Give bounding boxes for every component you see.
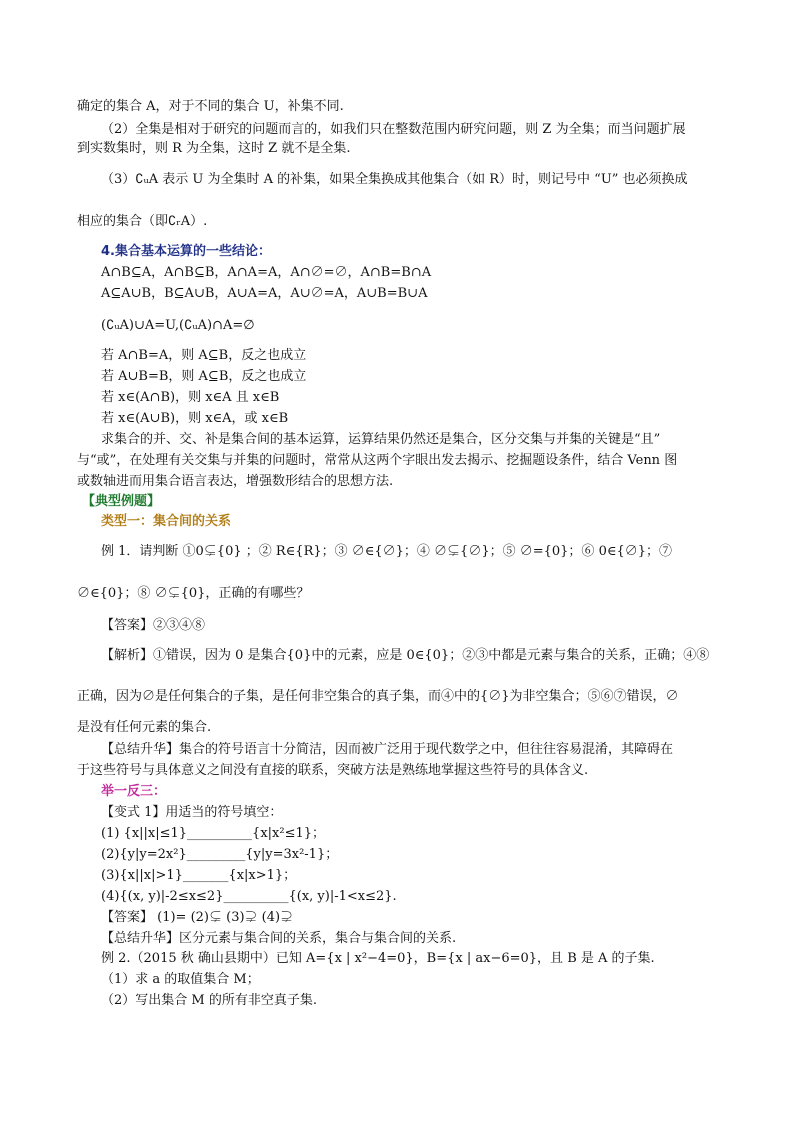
summary-text: 于这些符号与具体意义之间没有直接的联系，突破方法是熟练地掌握这些符号的具体含义. — [77, 763, 589, 778]
exercise-item: (1) {x||x|≤1}__________{x|x²≤1}； — [101, 826, 326, 841]
text-line: 若 A∪B=B，则 A⊆B，反之也成立 — [101, 369, 307, 384]
exercise-item: (3){x||x|>1}_______{x|x>1}； — [101, 868, 297, 883]
exercise-item: (2){y|y=2x²}_________{y|y=3x²-1}； — [101, 847, 339, 862]
explanation-text: 是没有任何元素的集合. — [77, 720, 212, 735]
example-text: ∅∈{0}；⑧ ∅⊊{0}，正确的有哪些？ — [77, 586, 310, 601]
section-heading: 4.集合基本运算的一些结论： — [101, 244, 271, 259]
explanation-text: 正确，因为∅是任何集合的子集，是任何非空集合的真子集，而④中的{∅}为非空集合；⑤⑥⑦错误，∅ — [77, 689, 679, 704]
answer-text: 【答案】 (1)= (2)⊊ (3)⊋ (4)⊋ — [101, 910, 294, 925]
text-line: 若 x∈(A∪B)，则 x∈A，或 x∈B — [101, 411, 289, 426]
subsection-heading: 举一反三： — [101, 784, 167, 799]
exercise-item: (4){(x, y)|-2≤x≤2}__________{(x, y)|-1<x≤2}. — [101, 889, 397, 904]
text-line: （2）全集是相对于研究的问题而言的，如我们只在整数范围内研究问题，则 Z 为全集；而当问题扩展 — [101, 122, 686, 137]
text-line: 到实数集时，则 R 为全集，这时 Z 就不是全集. — [77, 141, 351, 156]
explanation-text: 【解析】①错误，因为 0 是集合{0}中的元素，应是 0∈{0}；②③中都是元素与集合的关系，正确；④⑧ — [101, 648, 710, 663]
summary-text: 【总结升华】区分元素与集合间的关系，集合与集合间的关系. — [101, 931, 457, 946]
text-line: 与“或”，在处理有关交集与并集的问题时，常常从这两个字眼出发去揭示、挖掘题设条件，结合 Venn 图 — [77, 453, 678, 468]
text-line: 确定的集合 A，对于不同的集合 U，补集不同. — [77, 99, 344, 114]
text-line: A⊆A∪B，B⊆A∪B，A∪A=A，A∪∅=A，A∪B=B∪A — [101, 286, 428, 301]
summary-text: 【总结升华】集合的符号语言十分简洁，因而被广泛用于现代数学之中，但往往容易混淆，其障碍在 — [101, 742, 674, 757]
example-text: （2）写出集合 M 的所有非空真子集. — [101, 993, 317, 1008]
example-text: 例 1．请判断 ①0⊊{0} ；② R∈{R}；③ ∅∈{∅}；④ ∅⊊{∅}；⑤ ∅={0}；⑥ 0∈{∅}；⑦ — [101, 544, 673, 559]
text-line: 求集合的并、交、补是集合间的基本运算，运算结果仍然还是集合，区分交集与并集的关键是“且” — [101, 432, 661, 447]
example-text: 例 2.（2015 秋 确山县期中）已知 A={x | x²−4=0}，B={x | ax−6=0}，且 B 是 A 的子集. — [101, 951, 655, 966]
text-line: 若 x∈(A∩B)，则 x∈A 且 x∈B — [101, 390, 280, 405]
text-line: （3）∁ᵤA 表示 U 为全集时 A 的补集，如果全集换成其他集合（如 R）时，则记号中 “U” 也必须换成 — [101, 172, 688, 187]
text-line: A∩B⊆A，A∩B⊆B，A∩A=A，A∩∅=∅，A∩B=B∩A — [101, 265, 432, 280]
text-line: 若 A∩B=A，则 A⊆B，反之也成立 — [101, 348, 307, 363]
text-line: 相应的集合（即∁ᵣA）. — [77, 214, 208, 229]
answer-text: 【答案】②③④⑧ — [101, 618, 206, 633]
text-line: 或数轴进而用集合语言表达，增强数形结合的思想方法. — [77, 474, 394, 489]
section-heading: 【典型例题】 — [82, 494, 161, 509]
example-text: （1）求 a 的取值集合 M； — [101, 972, 260, 987]
exercise-text: 【变式 1】用适当的符号填空： — [101, 805, 283, 820]
text-line: (∁ᵤA)∪A=U,(∁ᵤA)∩A=∅ — [101, 318, 255, 333]
subsection-heading: 类型一：集合间的关系 — [101, 514, 232, 529]
